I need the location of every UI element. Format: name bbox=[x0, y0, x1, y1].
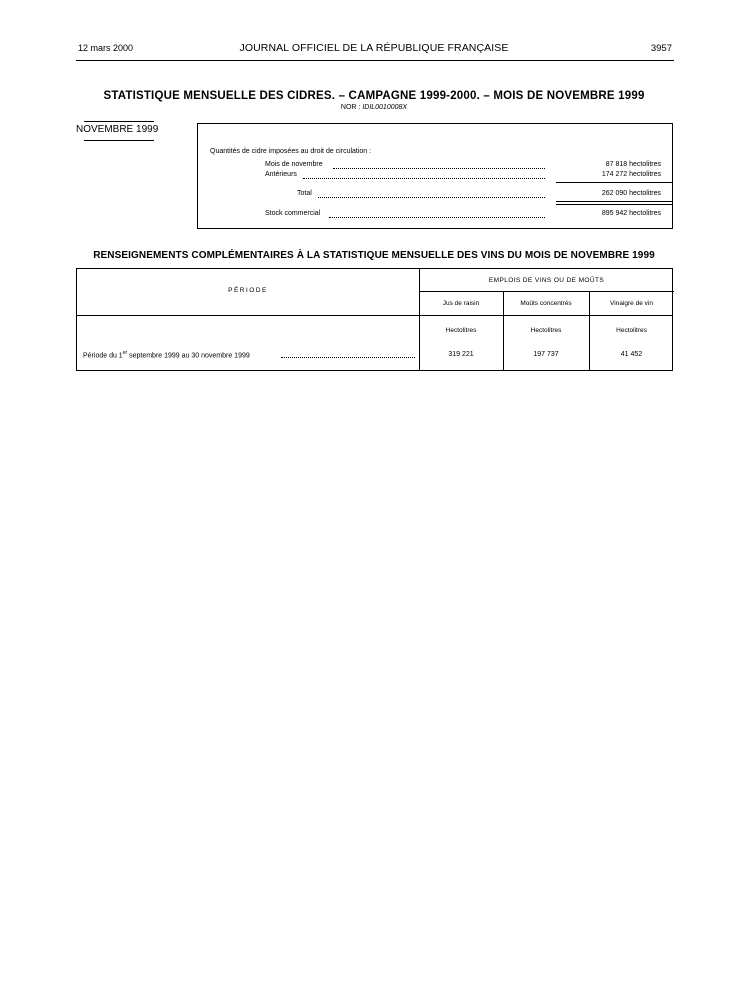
unit-vinaigre: Hectolitres bbox=[616, 327, 647, 334]
vins-title: RENSEIGNEMENTS COMPLÉMENTAIRES À LA STATISTIQUE MENSUELLE DES VINS DU MOIS DE NOVEMBRE 1999 bbox=[93, 250, 655, 261]
row-mois-label: Mois de novembre bbox=[265, 161, 323, 168]
row-mois-value: 87 818 hectolitres bbox=[605, 161, 661, 168]
row-total-leader bbox=[318, 197, 545, 198]
col-header-jus: Jus de raisin bbox=[442, 300, 480, 307]
subtotal-rule bbox=[556, 182, 673, 183]
vins-table bbox=[76, 268, 673, 371]
month-label: NOVEMBRE 1999 bbox=[76, 124, 159, 135]
month-rule-top bbox=[84, 121, 154, 122]
row-stock-leader bbox=[329, 217, 545, 218]
header-bottom-rule bbox=[77, 315, 673, 316]
row-total-value: 262 090 hectolitres bbox=[601, 190, 661, 197]
row-stock-label: Stock commercial bbox=[265, 210, 321, 217]
unit-jus: Hectolitres bbox=[445, 327, 477, 334]
row-anterieurs-leader bbox=[303, 178, 545, 179]
header-date: 12 mars 2000 bbox=[78, 43, 134, 53]
nor-label: NOR : bbox=[340, 104, 361, 111]
period-leader bbox=[281, 357, 415, 358]
nor-line bbox=[0, 104, 748, 111]
period-label bbox=[83, 350, 250, 359]
row-anterieurs-label: Antérieurs bbox=[265, 171, 297, 178]
group-header-rule bbox=[419, 291, 674, 292]
group-header: EMPLOIS DE VINS OU DE MOÛTS bbox=[488, 277, 605, 284]
col-header-vinaigre: Vinaigre de vin bbox=[610, 300, 653, 307]
value-vinaigre: 41 452 bbox=[620, 351, 643, 358]
total-rule-1 bbox=[556, 201, 673, 202]
period-suffix: septembre 1999 au 30 novembre 1999 bbox=[127, 352, 250, 360]
period-prefix: Période du 1 bbox=[83, 352, 123, 360]
unit-mouts: Hectolitres bbox=[530, 327, 562, 334]
page-number: 3957 bbox=[650, 43, 672, 54]
month-rule-bottom bbox=[84, 140, 154, 141]
total-rule-2 bbox=[556, 204, 673, 205]
period-sup: er bbox=[122, 350, 128, 356]
nor-code: IDIL0010008X bbox=[362, 104, 408, 111]
header-rule bbox=[76, 60, 674, 61]
row-mois-leader bbox=[333, 168, 545, 169]
col-header-mouts: Moûts concentrés bbox=[520, 300, 572, 307]
row-anterieurs-value: 174 272 hectolitres bbox=[601, 171, 661, 178]
periode-header: PÉRIODE bbox=[228, 287, 268, 294]
cidres-intro: Quantités de cidre imposées au droit de circulation : bbox=[210, 148, 372, 155]
journal-title: JOURNAL OFFICIEL DE LA RÉPUBLIQUE FRANÇAISE bbox=[239, 42, 509, 54]
cidres-title: STATISTIQUE MENSUELLE DES CIDRES. – CAMPAGNE 1999-2000. – MOIS DE NOVEMBRE 1999 bbox=[103, 90, 645, 102]
value-jus: 319 221 bbox=[448, 351, 474, 358]
cidres-box bbox=[197, 123, 673, 229]
row-total-label: Total bbox=[297, 190, 312, 197]
row-stock-value: 895 942 hectolitres bbox=[601, 210, 661, 217]
value-mouts: 197 737 bbox=[533, 351, 559, 358]
